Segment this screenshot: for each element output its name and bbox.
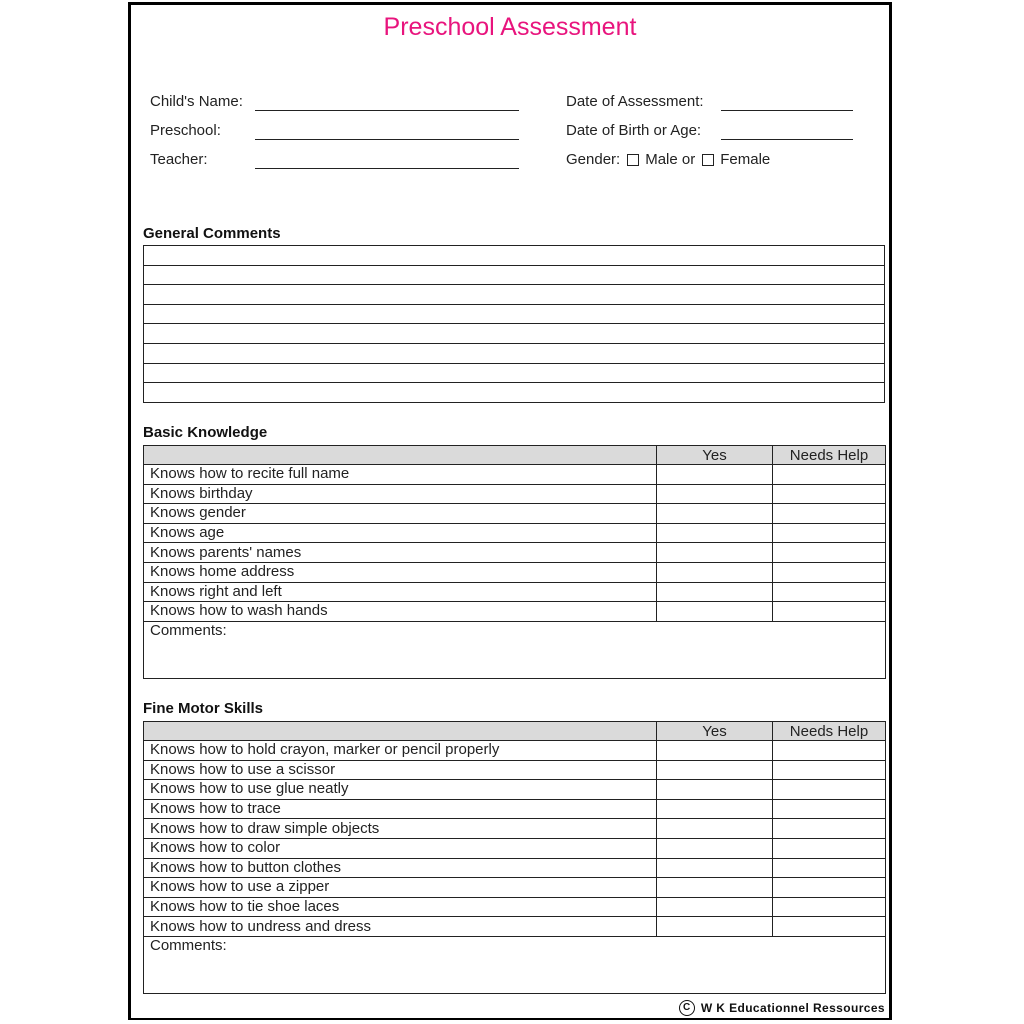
yes-cell[interactable] (657, 582, 773, 602)
skill-label: Knows how to trace (144, 799, 657, 819)
yes-cell[interactable] (657, 602, 773, 622)
yes-cell[interactable] (657, 838, 773, 858)
yes-cell[interactable] (657, 799, 773, 819)
comment-line[interactable] (144, 343, 885, 363)
needs-help-header: Needs Help (773, 722, 886, 741)
table-row (144, 838, 886, 858)
skill-label: Knows age (144, 523, 657, 543)
yes-cell[interactable] (657, 780, 773, 800)
comment-line-cell[interactable] (144, 265, 885, 285)
comment-line[interactable] (144, 324, 885, 344)
skill-label: Knows birthday (144, 484, 657, 504)
male-checkbox[interactable] (627, 154, 639, 166)
table-row (144, 602, 886, 622)
teacher-label: Teacher: (150, 151, 208, 168)
table-row (144, 523, 886, 543)
comments-field[interactable]: Comments: (144, 621, 886, 678)
table-row (144, 858, 886, 878)
yes-cell[interactable] (657, 878, 773, 898)
comment-line-cell[interactable] (144, 324, 885, 344)
needs-help-cell[interactable] (773, 819, 886, 839)
yes-cell[interactable] (657, 484, 773, 504)
comment-line-cell[interactable] (144, 343, 885, 363)
footer (679, 1000, 885, 1016)
table-row (144, 504, 886, 524)
publisher-name: W K Educationnel Ressources (700, 1001, 885, 1015)
skill-label: Knows gender (144, 504, 657, 524)
table-row (144, 799, 886, 819)
childs-name-label: Child's Name: (150, 93, 243, 110)
preschool-field[interactable] (255, 139, 519, 140)
comment-line-cell[interactable] (144, 363, 885, 383)
date-of-assessment-field[interactable] (721, 110, 853, 111)
skill-label: Knows how to draw simple objects (144, 819, 657, 839)
table-row (144, 465, 886, 485)
needs-help-cell[interactable] (773, 602, 886, 622)
skill-label: Knows how to use glue neatly (144, 780, 657, 800)
yes-cell[interactable] (657, 917, 773, 937)
comment-line[interactable] (144, 304, 885, 324)
yes-cell[interactable] (657, 858, 773, 878)
yes-cell[interactable] (657, 897, 773, 917)
needs-help-cell[interactable] (773, 741, 886, 761)
table-row (144, 484, 886, 504)
dob-or-age-label: Date of Birth or Age: (566, 122, 702, 139)
gender-row (566, 151, 770, 168)
yes-cell[interactable] (657, 819, 773, 839)
needs-help-header: Needs Help (773, 446, 886, 465)
yes-cell[interactable] (657, 562, 773, 582)
fine-motor-title: Fine Motor Skills (143, 700, 264, 717)
needs-help-cell[interactable] (773, 780, 886, 800)
needs-help-cell[interactable] (773, 484, 886, 504)
skill-label: Knows how to button clothes (144, 858, 657, 878)
assessment-page (128, 2, 892, 1020)
needs-help-cell[interactable] (773, 878, 886, 898)
comment-line[interactable] (144, 285, 885, 305)
table-row (144, 543, 886, 563)
item-header (144, 722, 657, 741)
yes-cell[interactable] (657, 465, 773, 485)
table-row (144, 582, 886, 602)
comment-line-cell[interactable] (144, 304, 885, 324)
table-row (144, 878, 886, 898)
dob-or-age-field[interactable] (721, 139, 853, 140)
comments-row[interactable] (144, 621, 886, 678)
item-header (144, 446, 657, 465)
skill-label: Knows how to hold crayon, marker or pencil properly (144, 741, 657, 761)
yes-cell[interactable] (657, 504, 773, 524)
basic-knowledge-table (143, 445, 886, 679)
date-of-assessment-label: Date of Assessment: (566, 93, 704, 110)
yes-header: Yes (657, 722, 773, 741)
skill-label: Knows how to color (144, 838, 657, 858)
skill-label: Knows how to use a scissor (144, 760, 657, 780)
female-label: Female (720, 151, 771, 168)
table-row (144, 760, 886, 780)
comments-row[interactable] (144, 936, 886, 993)
table-row (144, 917, 886, 937)
childs-name-field[interactable] (255, 110, 519, 111)
needs-help-cell[interactable] (773, 504, 886, 524)
yes-cell[interactable] (657, 760, 773, 780)
table-row (144, 741, 886, 761)
preschool-label: Preschool: (150, 122, 221, 139)
skill-label: Knows parents' names (144, 543, 657, 563)
comment-line[interactable] (144, 246, 885, 266)
needs-help-cell[interactable] (773, 465, 886, 485)
fine-motor-table (143, 721, 886, 994)
needs-help-cell[interactable] (773, 523, 886, 543)
comment-line[interactable] (144, 265, 885, 285)
copyright-icon: C (679, 1000, 695, 1016)
general-comments-title: General Comments (143, 225, 281, 242)
teacher-field[interactable] (255, 168, 519, 169)
needs-help-cell[interactable] (773, 917, 886, 937)
general-comments-lines[interactable] (143, 245, 885, 403)
yes-cell[interactable] (657, 543, 773, 563)
basic-knowledge-title: Basic Knowledge (143, 424, 268, 441)
needs-help-cell[interactable] (773, 582, 886, 602)
yes-cell[interactable] (657, 741, 773, 761)
needs-help-cell[interactable] (773, 760, 886, 780)
skill-label: Knows how to undress and dress (144, 917, 657, 937)
comment-line-cell[interactable] (144, 383, 885, 403)
comment-line-cell[interactable] (144, 246, 885, 266)
comment-line[interactable] (144, 363, 885, 383)
needs-help-cell[interactable] (773, 543, 886, 563)
needs-help-cell[interactable] (773, 799, 886, 819)
table-row (144, 897, 886, 917)
skill-label: Knows home address (144, 562, 657, 582)
needs-help-cell[interactable] (773, 838, 886, 858)
page-title: Preschool Assessment (383, 13, 637, 41)
table-row (144, 780, 886, 800)
skill-label: Knows how to use a zipper (144, 878, 657, 898)
yes-header: Yes (657, 446, 773, 465)
skill-label: Knows how to wash hands (144, 602, 657, 622)
yes-cell[interactable] (657, 523, 773, 543)
table-row (144, 819, 886, 839)
comments-field[interactable]: Comments: (144, 936, 886, 993)
needs-help-cell[interactable] (773, 562, 886, 582)
skill-label: Knows how to tie shoe laces (144, 897, 657, 917)
gender-label: Gender: (566, 151, 621, 168)
male-label: Male or (645, 151, 696, 168)
comment-line-cell[interactable] (144, 285, 885, 305)
table-row (144, 562, 886, 582)
skill-label: Knows right and left (144, 582, 657, 602)
comment-line[interactable] (144, 383, 885, 403)
needs-help-cell[interactable] (773, 858, 886, 878)
female-checkbox[interactable] (702, 154, 714, 166)
needs-help-cell[interactable] (773, 897, 886, 917)
skill-label: Knows how to recite full name (144, 465, 657, 485)
